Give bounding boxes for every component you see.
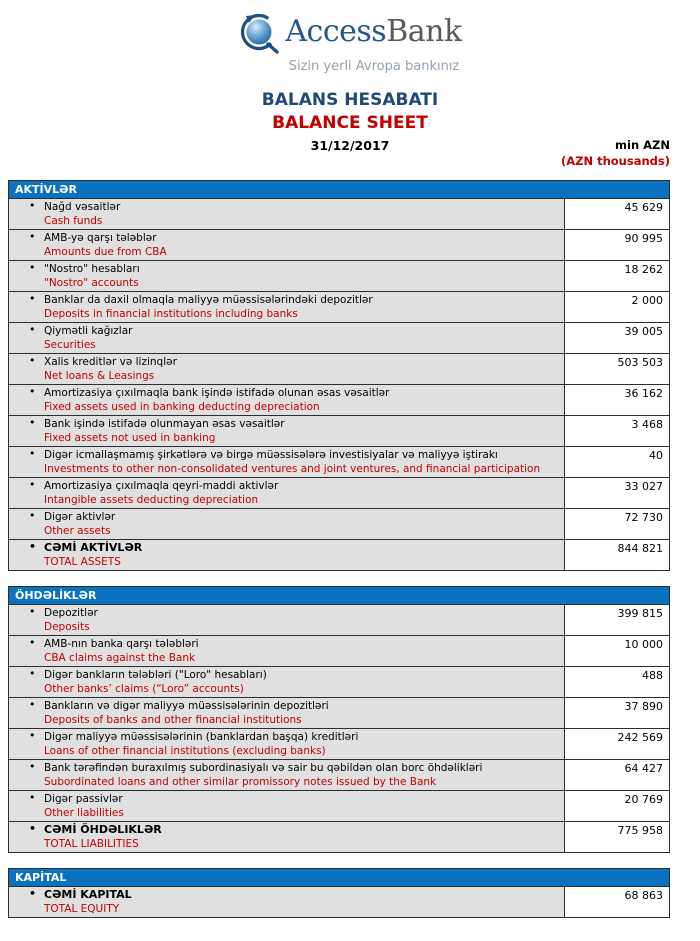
row-value: 775 958: [565, 822, 669, 852]
row-label-en: CBA claims against the Bank: [44, 652, 196, 664]
row-value: 40: [565, 447, 669, 477]
bullet-icon: •: [29, 478, 36, 491]
bullet-icon: •: [29, 509, 36, 522]
row-value: 3 468: [565, 416, 669, 446]
row-value: 45 629: [565, 199, 669, 229]
row-label-az: Depozitlər: [44, 607, 98, 619]
row-label: [9, 230, 565, 260]
units-label-az: min AZN: [615, 138, 670, 152]
brand-bank-text: Bank: [386, 14, 462, 49]
row-label-en: Net loans & Leasings: [44, 370, 155, 382]
row-label-az: Digər passivlər: [44, 793, 123, 805]
report-title-az: BALANS HESABATI: [261, 90, 439, 110]
units-note: [561, 137, 670, 169]
report-header: [0, 0, 700, 153]
row-label: [9, 729, 565, 759]
row-value: 72 730: [565, 509, 669, 539]
row-label-en: TOTAL EQUITY: [44, 903, 120, 915]
row-label-en: Intangible assets deducting depreciation: [44, 494, 259, 506]
row-label: [9, 822, 565, 852]
row-label: [9, 385, 565, 415]
bullet-icon: •: [29, 323, 36, 336]
table-row-total-equity: [9, 887, 669, 917]
row-label-en: Deposits: [44, 621, 90, 633]
row-label: [9, 354, 565, 384]
table-row: [9, 509, 669, 540]
bullet-icon: •: [29, 261, 36, 274]
row-label-en: Deposits in financial institutions including banks: [44, 308, 298, 320]
bullet-icon: •: [29, 822, 37, 835]
table-row: [9, 230, 669, 261]
brand-access-text: Access: [285, 14, 387, 49]
row-label-en: Fixed assets not used in banking: [44, 432, 216, 444]
row-label-az: Digər bankların tələbləri ("Loro" hesabları): [44, 669, 267, 681]
row-label: [9, 698, 565, 728]
row-value: 20 769: [565, 791, 669, 821]
table-row: [9, 760, 669, 791]
row-value: 844 821: [565, 540, 669, 570]
row-label: [9, 447, 565, 477]
section-header-liabilities: ÖHDƏLİKLƏR: [9, 587, 669, 605]
row-value: 503 503: [565, 354, 669, 384]
table-row: [9, 698, 669, 729]
row-label: [9, 540, 565, 570]
bullet-icon: •: [29, 292, 36, 305]
row-label-en: TOTAL ASSETS: [44, 556, 121, 568]
row-label-en: "Nostro" accounts: [44, 277, 139, 289]
row-label: [9, 760, 565, 790]
table-row: [9, 261, 669, 292]
row-label-az: Qiymətli kağızlar: [44, 325, 133, 337]
row-label-en: Other banks’ claims (“Loro” accounts): [44, 683, 244, 695]
table-row: [9, 354, 669, 385]
row-value: 33 027: [565, 478, 669, 508]
row-label: [9, 323, 565, 353]
row-label-az: CƏMİ KAPITAL: [44, 888, 132, 901]
section-header-assets: AKTİVLƏR: [9, 181, 669, 199]
section-liabilities: [8, 586, 670, 853]
row-label-az: CƏMİ ÖHDƏLIKLƏR: [44, 823, 162, 836]
table-row: [9, 636, 669, 667]
bullet-icon: •: [29, 354, 36, 367]
bullet-icon: •: [29, 199, 36, 212]
row-label-az: Digər aktivlər: [44, 511, 116, 523]
units-label-en: (AZN thousands): [560, 154, 670, 168]
row-label-az: Amortizasiya çıxılmaqla qeyri-maddi aktivlər: [44, 480, 279, 492]
row-label: [9, 605, 565, 635]
bullet-icon: •: [29, 447, 36, 460]
row-label-az: AMB-yə qarşı tələblər: [44, 232, 157, 244]
bullet-icon: •: [29, 636, 36, 649]
table-row: [9, 667, 669, 698]
section-assets: [8, 180, 670, 571]
row-label-az: Bank tərəfindən buraxılmış subordinasiyalı və sair bu qəbildən olan borc öhdəlikləri: [44, 762, 483, 774]
row-label-en: Fixed assets used in banking deducting depreciation: [44, 401, 320, 413]
row-label: [9, 478, 565, 508]
row-label-en: Other liabilities: [44, 807, 124, 819]
row-label-az: Amortizasiya çıxılmaqla bank işində istifadə olunan əsas vəsaitlər: [44, 387, 390, 399]
table-row: [9, 791, 669, 822]
row-label: [9, 667, 565, 697]
row-value: 399 815: [565, 605, 669, 635]
table-row: [9, 605, 669, 636]
report-title-en: BALANCE SHEET: [272, 113, 428, 133]
row-value: 64 427: [565, 760, 669, 790]
row-label-az: Digər maliyyə müəssisələrinin (banklardan başqa) kreditləri: [44, 731, 359, 743]
row-label-en: Cash funds: [44, 215, 103, 227]
row-label-en: TOTAL LIABILITIES: [44, 838, 139, 850]
bullet-icon: •: [29, 605, 36, 618]
row-value: 10 000: [565, 636, 669, 666]
row-value: 68 863: [565, 887, 669, 917]
brand-tagline: Sizin yerli Avropa bankınız: [288, 59, 460, 74]
row-label: [9, 416, 565, 446]
row-label: [9, 887, 565, 917]
bullet-icon: •: [29, 698, 36, 711]
row-label-en: Securities: [44, 339, 96, 351]
row-label: [9, 261, 565, 291]
row-value: 488: [565, 667, 669, 697]
bullet-icon: •: [29, 760, 36, 773]
row-value: 36 162: [565, 385, 669, 415]
row-label-en: Amounts due from CBA: [44, 246, 167, 258]
bullet-icon: •: [29, 887, 37, 900]
row-label-az: Digər icmallaşmamış şirkətlərə və birgə müəssisələrə investisiyalar və maliyyə iştirakı: [44, 449, 498, 461]
row-label: [9, 509, 565, 539]
section-equity: [8, 868, 670, 918]
bullet-icon: •: [29, 667, 36, 680]
row-label-az: Bankların və digər maliyyə müəssisələrinin depozitləri: [44, 700, 329, 712]
row-label: [9, 292, 565, 322]
table-row: [9, 323, 669, 354]
accessbank-logo: [238, 10, 461, 54]
row-label-en: Deposits of banks and other financial institutions: [44, 714, 302, 726]
table-row: [9, 478, 669, 509]
table-row-total-liabilities: [9, 822, 669, 852]
row-label-en: Other assets: [44, 525, 111, 537]
row-label-az: Banklar da daxil olmaqla maliyyə müəssisələrindəki depozitlər: [44, 294, 373, 306]
bullet-icon: •: [29, 416, 36, 429]
row-value: 37 890: [565, 698, 669, 728]
row-label-az: Xalis kreditlər və lizinqlər: [44, 356, 177, 368]
bullet-icon: •: [29, 791, 36, 804]
accessbank-globe-icon: [238, 10, 280, 54]
table-row: [9, 416, 669, 447]
row-label-en: Investments to other non-consolidated ventures and joint ventures, and financial participation: [44, 463, 541, 475]
bullet-icon: •: [29, 540, 37, 553]
row-label: [9, 636, 565, 666]
table-row: [9, 729, 669, 760]
brand-wordmark: [285, 11, 461, 53]
bullet-icon: •: [29, 385, 36, 398]
table-row: [9, 199, 669, 230]
row-value: 90 995: [565, 230, 669, 260]
row-value: 242 569: [565, 729, 669, 759]
table-row: [9, 385, 669, 416]
row-value: 2 000: [565, 292, 669, 322]
row-value: 39 005: [565, 323, 669, 353]
table-row-total-assets: [9, 540, 669, 570]
bullet-icon: •: [29, 729, 36, 742]
row-label: [9, 791, 565, 821]
row-label: [9, 199, 565, 229]
table-row: [9, 292, 669, 323]
row-label-az: Bank işində istifadə olunmayan əsas vəsaitlər: [44, 418, 285, 430]
row-label-en: Subordinated loans and other similar promissory notes issued by the Bank: [44, 776, 437, 788]
row-label-az: AMB-nın banka qarşı tələbləri: [44, 638, 199, 650]
report-date: 31/12/2017: [310, 138, 390, 153]
row-label-az: "Nostro" hesabları: [44, 263, 140, 275]
row-label-en: Loans of other financial institutions (excluding banks): [44, 745, 326, 757]
table-row: [9, 447, 669, 478]
row-value: 18 262: [565, 261, 669, 291]
row-label-az: Nağd vəsaitlər: [44, 201, 121, 213]
bullet-icon: •: [29, 230, 36, 243]
row-label-az: CƏMİ AKTİVLƏR: [44, 541, 143, 554]
section-header-equity: KAPİTAL: [9, 869, 669, 887]
